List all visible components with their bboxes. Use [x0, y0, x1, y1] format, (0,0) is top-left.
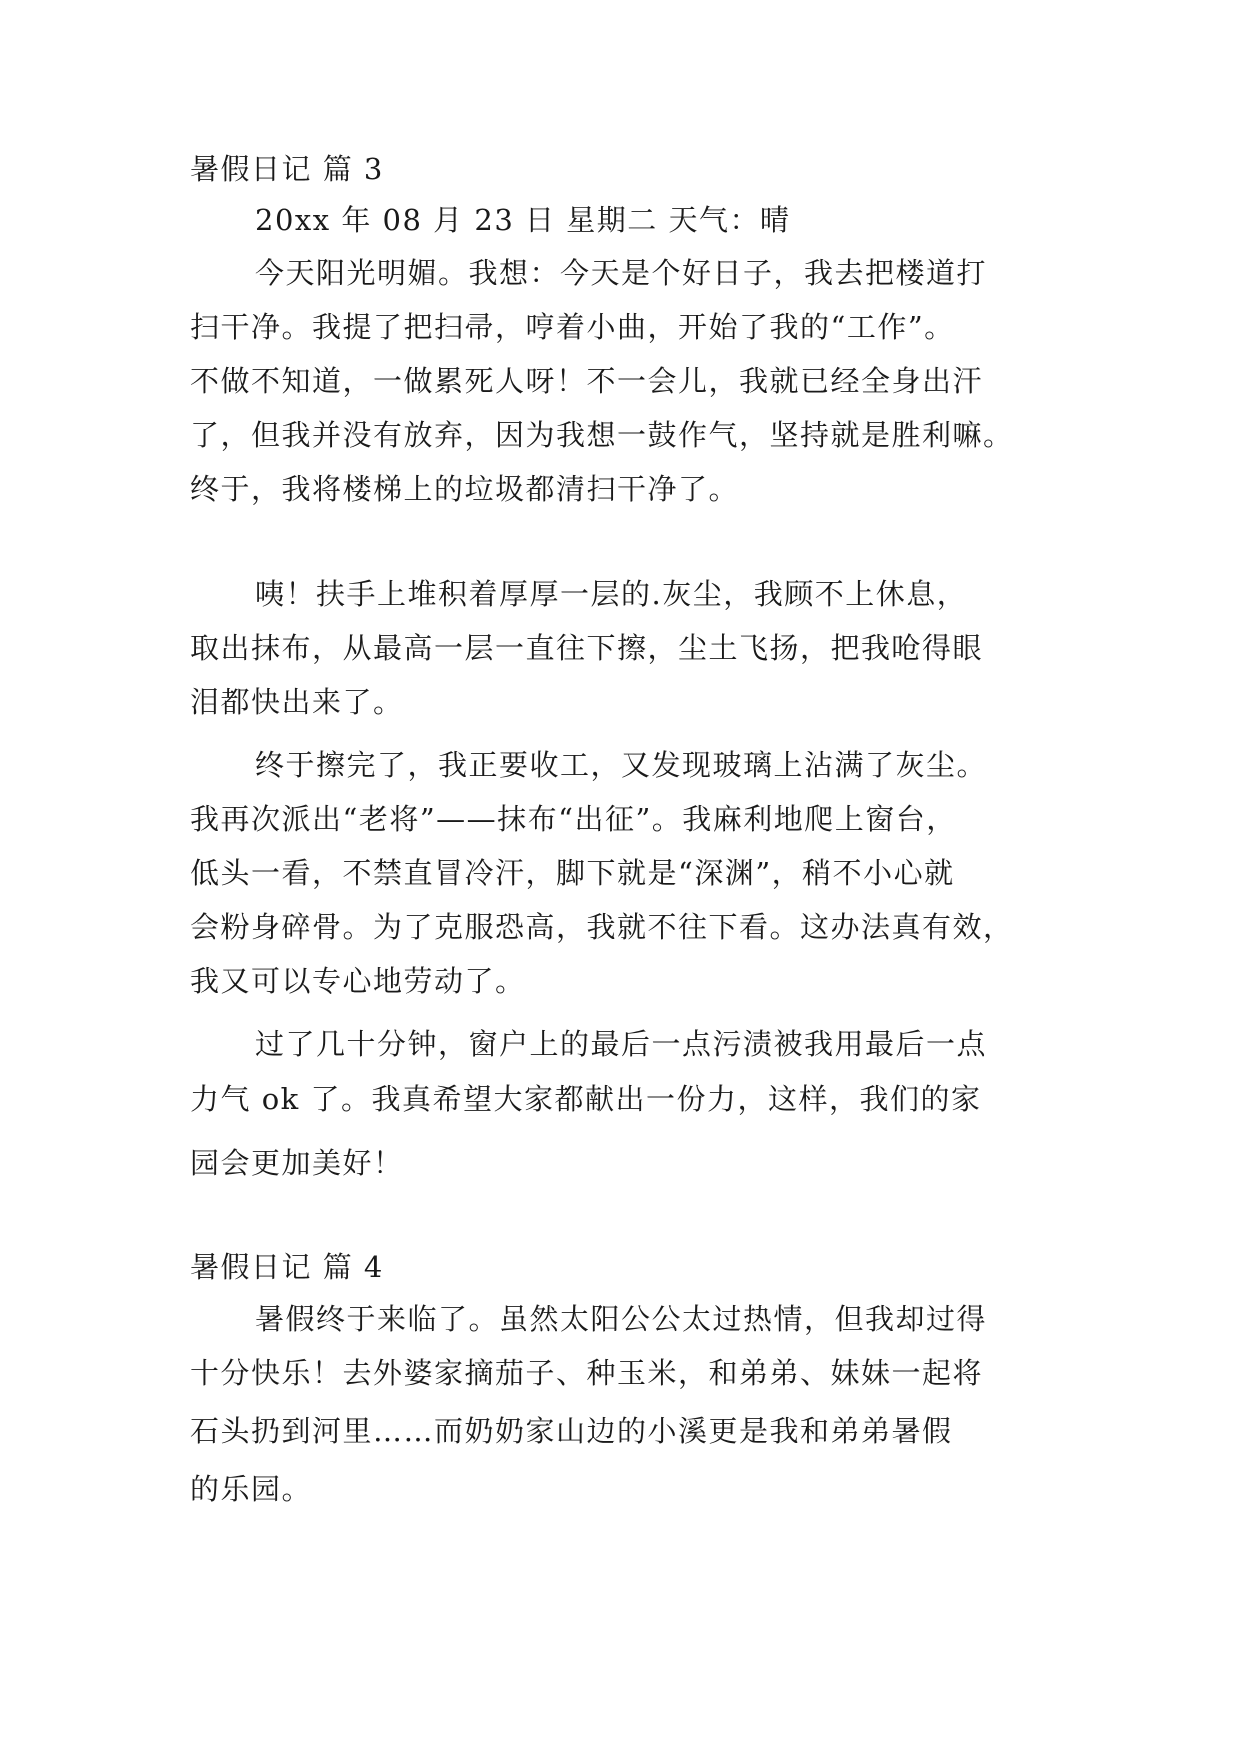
paragraph-line: 今天阳光明媚。我想：今天是个好日子，我去把楼道打	[255, 256, 988, 290]
paragraph-line: 园会更加美好！	[190, 1146, 404, 1180]
paragraph-line: 过了几十分钟，窗户上的最后一点污渍被我用最后一点	[255, 1027, 988, 1061]
section-heading: 暑假日记 篇 4	[190, 1250, 384, 1284]
paragraph-line: 取出抹布，从最高一层一直往下擦，尘土飞扬，把我呛得眼	[190, 631, 984, 665]
paragraph-line: 了，但我并没有放弃，因为我想一鼓作气，坚持就是胜利嘛。	[190, 418, 1014, 452]
paragraph-line: 低头一看，不禁直冒冷汗，脚下就是“深渊”，稍不小心就	[190, 856, 955, 890]
paragraph-line: 十分快乐！去外婆家摘茄子、种玉米，和弟弟、妹妹一起将	[190, 1356, 984, 1390]
paragraph-line: 暑假终于来临了。虽然太阳公公太过热情，但我却过得	[255, 1302, 988, 1336]
paragraph-line: 咦！扶手上堆积着厚厚一层的.灰尘，我顾不上休息，	[255, 577, 968, 611]
paragraph-line: 石头扔到河里……而奶奶家山边的小溪更是我和弟弟暑假	[190, 1414, 953, 1448]
paragraph-line: 泪都快出来了。	[190, 685, 404, 719]
paragraph-line: 力气 ok 了。我真希望大家都献出一份力，这样，我们的家	[190, 1082, 982, 1116]
paragraph-line: 会粉身碎骨。为了克服恐高，我就不往下看。这办法真有效，	[190, 910, 1014, 944]
paragraph-line: 扫干净。我提了把扫帚，哼着小曲，开始了我的“工作”。	[190, 310, 955, 344]
paragraph-line: 不做不知道，一做累死人呀！不一会儿，我就已经全身出汗	[190, 364, 984, 398]
paragraph-line: 终于，我将楼梯上的垃圾都清扫干净了。	[190, 472, 740, 506]
paragraph-line: 的乐园。	[190, 1472, 313, 1506]
paragraph-line: 我又可以专心地劳动了。	[190, 964, 526, 998]
paragraph-line: 终于擦完了，我正要收工，又发现玻璃上沾满了灰尘。	[255, 748, 988, 782]
paragraph-line: 我再次派出“老将”——抹布“出征”。我麻利地爬上窗台，	[190, 802, 957, 836]
diary-date-line: 20xx 年 08 月 23 日 星期二 天气：晴	[255, 203, 791, 237]
section-heading: 暑假日记 篇 3	[190, 152, 384, 186]
